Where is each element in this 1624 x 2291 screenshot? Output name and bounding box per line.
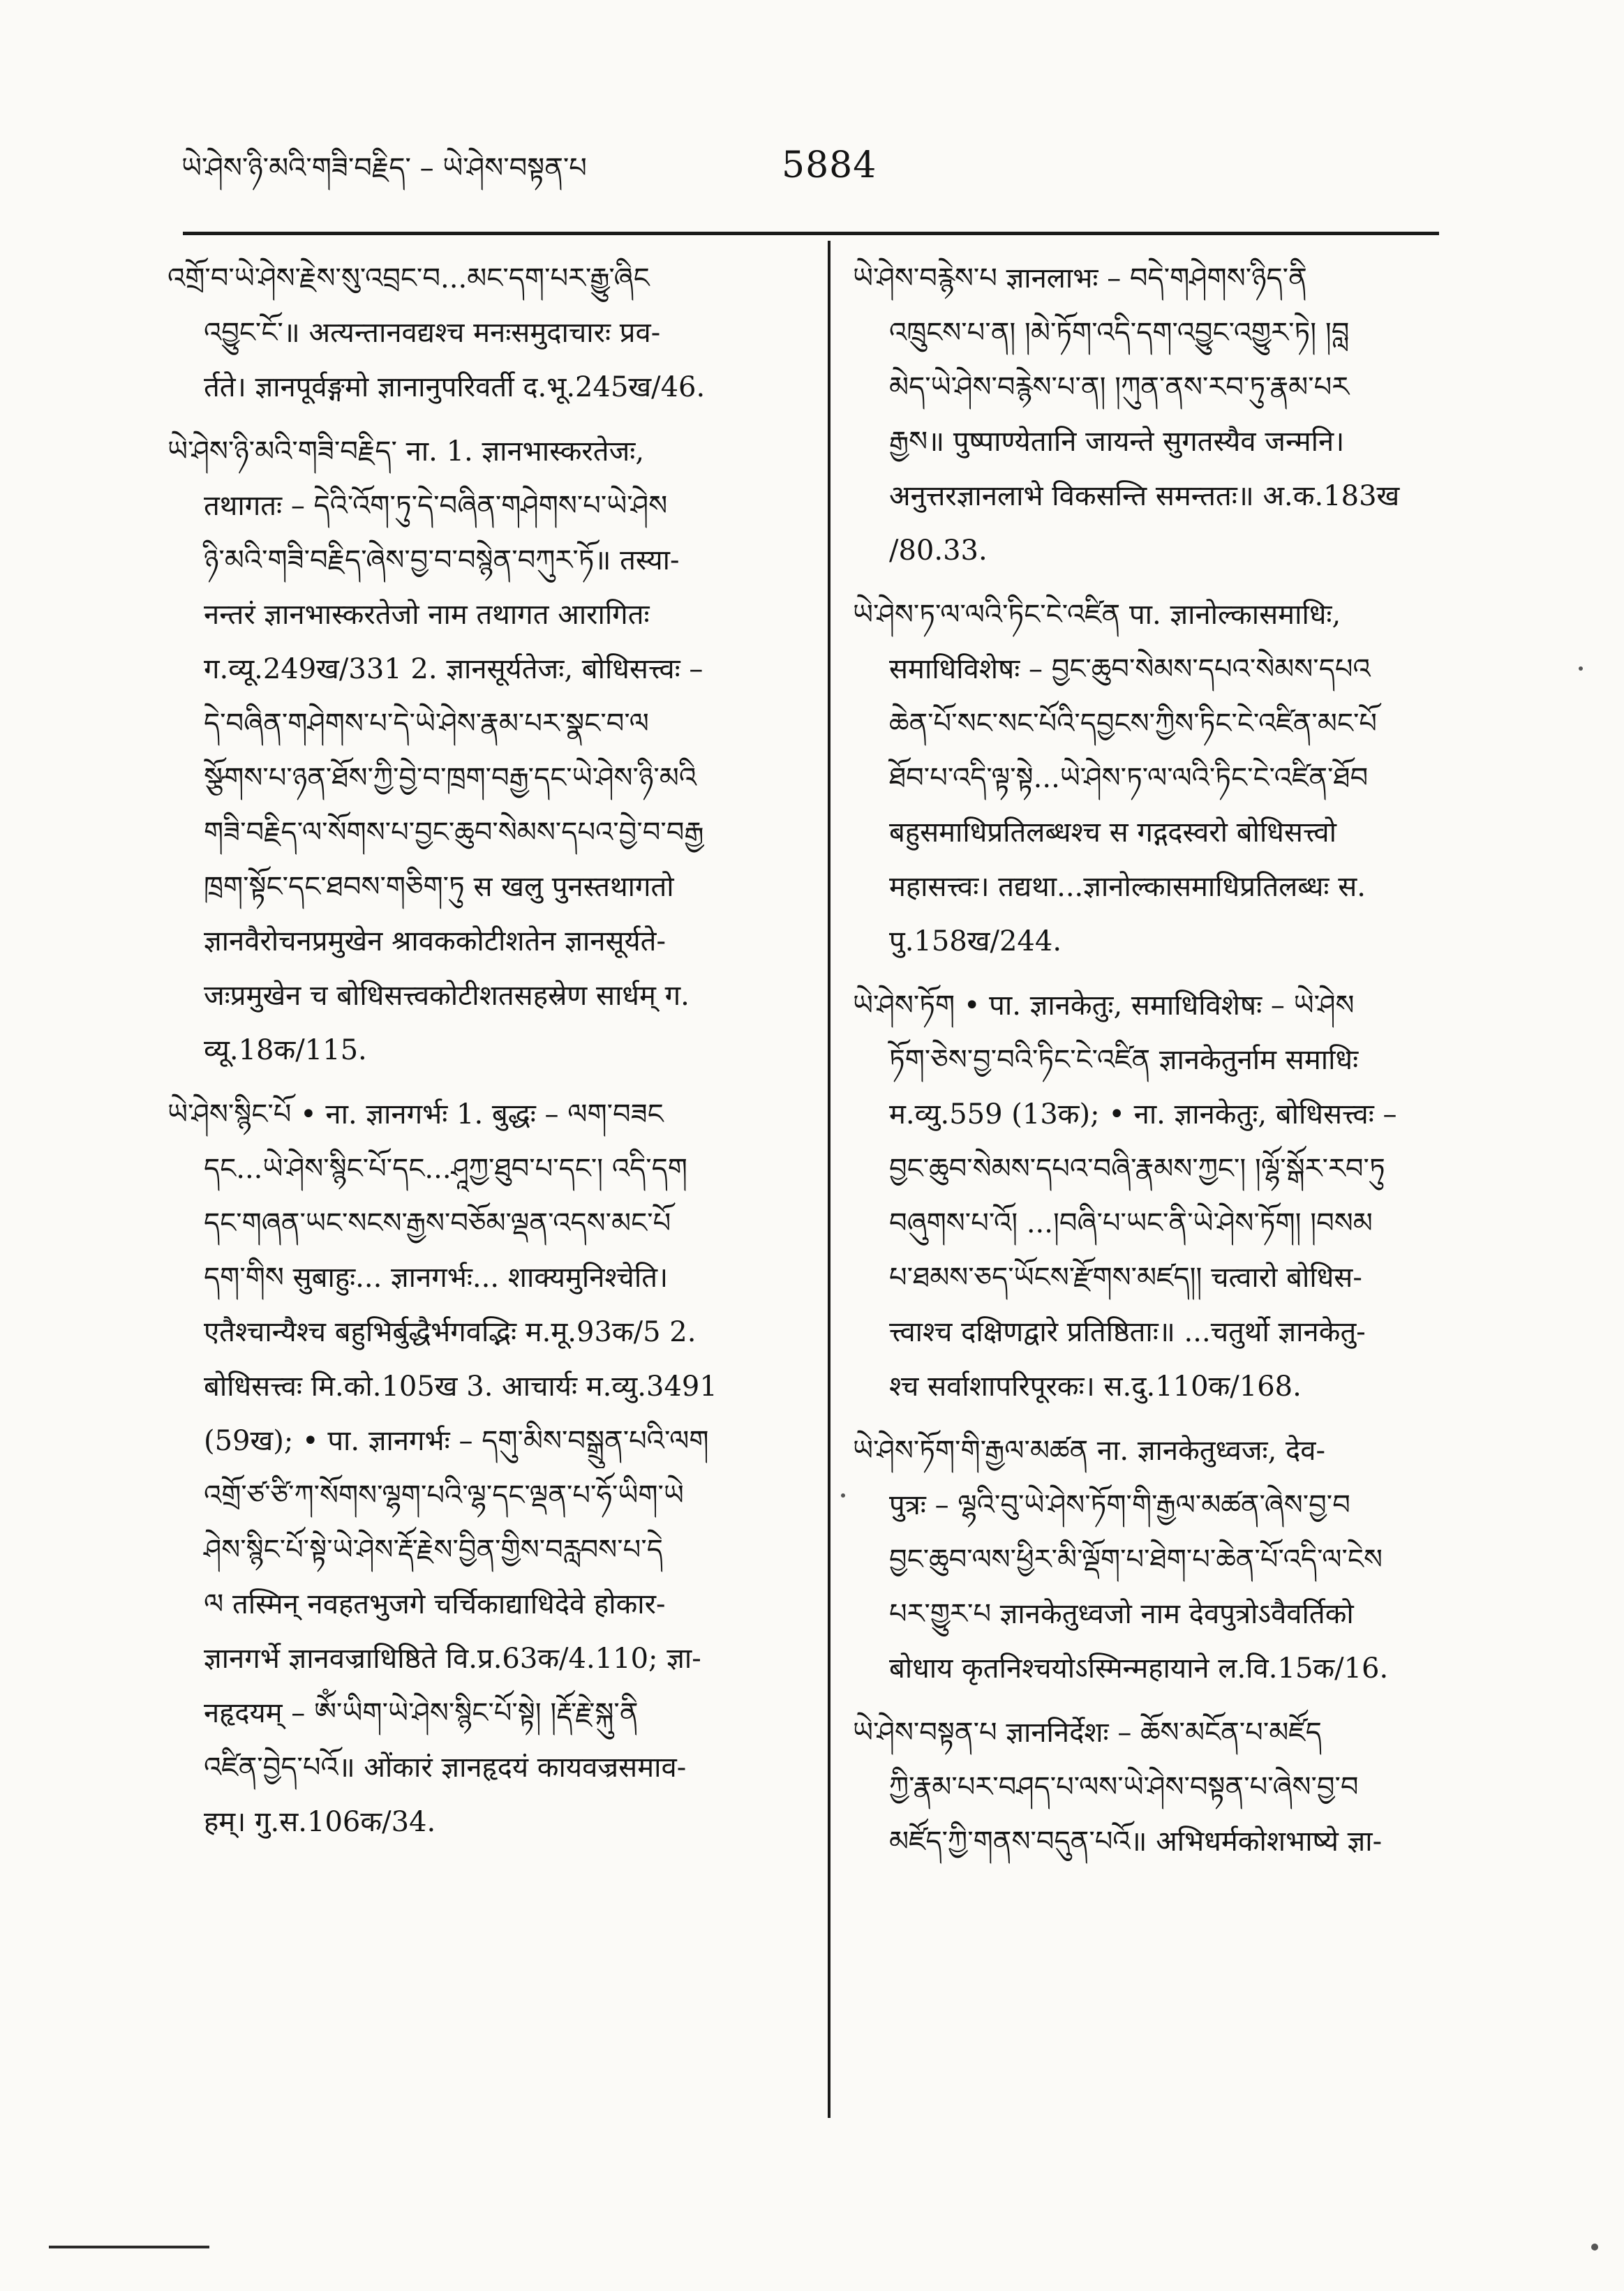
entry-text-line: བྱང་ཆུབ་ལས་ཕྱིར་མི་ལྡོག་པ་ཐེག་པ་ཆེན་པོ་འདི་ལ་ངེས (889, 1544, 1383, 1576)
left-column (167, 251, 796, 1859)
entry-text-line: त्त्वाश्च दक्षिणद्वारे प्रतिष्ठिताः॥ ...चतुर्थो ज्ञानकेतु- (889, 1316, 1366, 1348)
running-head-title: ཡེ་ཤེས་ཉི་མའི་གཟི་བརྗིད་ – ཡེ་ཤེས་བསྟན་པ (181, 152, 587, 184)
entry-headword-line: ཡེ་ཤེས་ཏོག • पा. ज्ञानकेतुः, समाधिविशेषः – ཡེ་ཤེས (853, 990, 1355, 1022)
print-speck (841, 1493, 845, 1498)
right-column (853, 251, 1502, 1879)
entry-text-line: མེད་ཡེ་ཤེས་བརྙེས་པ་ན། །ཀུན་ནས་རབ་ཏུ་རྣམ་པར (889, 371, 1350, 403)
entry-text-line: बोधिसत्त्वः मि.को.105ख 3. आचार्यः म.व्यु.3491 (204, 1371, 717, 1403)
entry-text-line: མཛོད་ཀྱི་གནས་བདུན་པའོ॥ अभिधर्मकोशभाष्ये ज्ञा- (889, 1826, 1383, 1858)
entry-headword-line: ཡེ་ཤེས་བརྙེས་པ ज्ञानलाभः – བདེ་གཤེགས་ཉིད་ནི (853, 262, 1307, 294)
entry-text-line: འབྱུང་ངོ་॥ अत्यन्तानवद्यश्च मनःसमुदाचारः प्रव- (204, 317, 661, 349)
dictionary-entry (853, 978, 1502, 1414)
entry-text-line: अनुत्तरज्ञानलाभे विकसन्ति समन्ततः॥ अ.क.183ख (889, 480, 1400, 512)
entry-headword-line: ཡེ་ཤེས་ཏ་ལ་ལའི་ཏིང་ངེ་འཛིན पा. ज्ञानोल्कासमाधिः, (853, 599, 1341, 631)
running-head (181, 136, 1473, 215)
dictionary-entry (853, 251, 1502, 578)
entry-headword-line: ཡེ་ཤེས་ཉི་མའི་གཟི་བརྗིད་ ना. 1. ज्ञानभास्करतेजः, (167, 435, 645, 468)
entry-text-line: ज्ञानवैरोचनप्रमुखेन श्रावककोटीशतेन ज्ञानसूर्यते- (204, 925, 666, 957)
entry-text-line: ཀྱི་རྣམ་པར་བཤད་པ་ལས་ཡེ་ཤེས་བསྟན་པ་ཞེས་བྱ་བ (889, 1771, 1359, 1803)
entry-headword-line: འགྲོ་བ་ཡེ་ཤེས་རྗེས་སུ་འབྲང་བ...མང་དག་པར་རྒྱུ་ཞིང (167, 262, 650, 294)
dictionary-entry (167, 424, 796, 1077)
entry-text-line: नन्तरं ज्ञानभास्करतेजो नाम तथागत आरागितः (204, 599, 650, 631)
entry-text-line: འཁྲུངས་པ་ན། །མེ་ཏོག་འདི་དག་འབྱུང་འགྱུར་ཏེ། །བླ (889, 317, 1350, 349)
entry-text-line: एतैश्चान्यैश्च बहुभिर्बुद्धैर्भगवद्भिः म.मू.93क/5 2. (204, 1316, 696, 1348)
entry-text-line: ज्ञानगर्भे ज्ञानवज्राधिष्ठिते वि.प्र.63क/4.110; ज्ञा- (204, 1643, 701, 1675)
entry-text-line: པ་ཐམས་ཅད་ཡོངས་རྫོགས་མཛད།། चत्वारो बोधिस- (889, 1262, 1362, 1294)
entry-text-line: ཁྲག་སྟོང་དང་ཐབས་གཅིག་ཏུ स खलु पुनस्तथागतो (204, 871, 674, 903)
entry-text-line: जःप्रमुखेन च बोधिसत्त्वकोटीशतसहस्रेण सार्धम् ग. (204, 980, 690, 1012)
entry-text-line: དང་གཞན་ཡང་སངས་རྒྱས་བཅོམ་ལྡན་འདས་མང་པོ (204, 1207, 671, 1239)
entry-headword-line: ཡེ་ཤེས་ཏོག་གི་རྒྱལ་མཚན ना. ज्ञानकेतुध्वजः, देव- (853, 1435, 1326, 1467)
entry-text-line: འཛིན་བྱེད་པའོ॥ ओंकारं ज्ञानहृदयं कायवज्रसमाव- (204, 1752, 687, 1784)
entry-text-line: नहृदयम् – ཨོཾ་ཡིག་ཡེ་ཤེས་སྙིང་པོ་སྟེ། །རྡོ་རྗེ་སྐུ་ནི (204, 1697, 639, 1729)
dictionary-entry (167, 1087, 796, 1849)
entry-text-line: हम्। गु.स.106क/34. (204, 1806, 436, 1838)
dictionary-entry (853, 588, 1502, 969)
entry-text-line: ཉི་མའི་གཟི་བརྗིད་ཞེས་བྱ་བ་བསྙེན་བཀུར་ཏོ॥ तस्या- (204, 544, 680, 576)
entry-text-line: ཤེས་སྙིང་པོ་སྟེ་ཡེ་ཤེས་རྡོ་རྗེས་བྱིན་གྱིས་བརླབས་པ་དེ (204, 1534, 663, 1566)
entry-text-line: བཞུགས་པ་འོ། ...།བཞི་པ་ཡང་ནི་ཡེ་ཤེས་ཏོག། །བསམ (889, 1207, 1373, 1239)
entry-text-line: འགྲོ་ཙ་ཙི་ཀ་སོགས་ལྷག་པའི་ལྷ་དང་ལྡན་པ་ཧོ་ཡིག་ཡེ (204, 1479, 684, 1512)
print-speck (1591, 2244, 1598, 2251)
entry-text-line: ཐོབ་པ་འདི་ལྟ་སྟེ...ཡེ་ཤེས་ཏ་ལ་ལའི་ཏིང་ངེ་འཛིན་ཐོབ (889, 762, 1369, 794)
entry-text-line: ལ तस्मिन् नवहतभुजगे चर्चिकाद्याधिदेवे होकार- (204, 1588, 666, 1620)
page-number: 5884 (782, 144, 877, 186)
column-divider (828, 241, 830, 2118)
entry-text-line: /80.33. (889, 535, 988, 567)
dictionary-entry (853, 1706, 1502, 1869)
entry-text-line: महासत्त्वः। तद्यथा...ज्ञानोल्कासमाधिप्रतिलब्धः स. (889, 871, 1366, 903)
entry-text-line: पु.158ख/244. (889, 925, 1062, 957)
entry-text-line: म.व्यु.559 (13क); • ना. ज्ञानकेतुः, बोधिसत्त्वः – (889, 1098, 1397, 1130)
entry-text-line: ग.व्यू.249ख/331 2. ज्ञानसूर्यतेजः, बोधिसत्त्वः – (204, 653, 703, 685)
entry-text-line: ཏོག་ཅེས་བྱ་བའི་ཏིང་ངེ་འཛིན ज्ञानकेतुर्नाम समाधिः (889, 1044, 1359, 1076)
entry-text-line: र्तते। ज्ञानपूर्वङ्गमो ज्ञानानुपरिवर्ती द.भू.245ख/46. (204, 371, 706, 403)
entry-headword-line: ཡེ་ཤེས་བསྟན་པ ज्ञाननिर्देशः – ཆོས་མངོན་པ་མཛོད (853, 1717, 1322, 1749)
entry-text-line: व्यू.18क/115. (204, 1034, 367, 1066)
entry-text-line: (59ख); • पा. ज्ञानगर्भः – དགུ་མིས་བསྒྲུན་པའི་ལག (204, 1425, 709, 1457)
entry-text-line: སྩོགས་པ་ཉན་ཐོས་ཀྱི་བྱེ་བ་ཁྲག་བརྒྱ་དང་ཡེ་ཤེས་ཉི་མའི (204, 762, 697, 794)
entry-text-line: बहुसमाधिप्रतिलब्धश्च स गद्गदस्वरो बोधिसत्त्वो (889, 816, 1336, 849)
dictionary-entry (167, 251, 796, 415)
entry-text-line: རྒྱས॥ पुष्पाण्येतानि जायन्ते सुगतस्यैव जन्मनि। (889, 426, 1345, 458)
entry-text-line: श्च सर्वाशापरिपूरकः। स.दु.110क/168. (889, 1371, 1302, 1403)
print-speck (1579, 666, 1583, 671)
header-rule (183, 232, 1439, 235)
entry-text-line: དེ་བཞིན་གཤེགས་པ་དེ་ཡེ་ཤེས་རྣམ་པར་སྣང་བ་ལ (204, 708, 649, 740)
entry-text-line: ཆེན་པོ་སང་སང་པོའི་དབྱངས་ཀྱིས་ཏིང་ངེ་འཛིན་མང་པོ (889, 708, 1377, 740)
entry-text-line: བྱང་ཆུབ་སེམས་དཔའ་བཞི་རྣམས་ཀྱང་། །ལྷོ་སྒོར་རབ་ཏུ (889, 1153, 1385, 1185)
entry-text-line: དང...ཡེ་ཤེས་སྙིང་པོ་དང...ཤཱཀྱ་ཐུབ་པ་དང་། འདི་དག (204, 1153, 687, 1185)
entry-text-line: समाधिविशेषः – བྱང་ཆུབ་སེམས་དཔའ་སེམས་དཔའ (889, 653, 1371, 685)
entry-headword-line: ཡེ་ཤེས་སྙིང་པོ • ना. ज्ञानगर्भः 1. बुद्धः – ལག་བཟང (167, 1098, 664, 1130)
entry-text-line: པར་གྱུར་པ ज्ञानकेतुध्वजो नाम देवपुत्रोऽवैवर्तिको (889, 1598, 1354, 1630)
entry-text-line: बोधाय कृतनिश्चयोऽस्मिन्महायाने ल.वि.15क/16. (889, 1652, 1389, 1685)
dictionary-entry (853, 1424, 1502, 1696)
entry-text-line: पुत्रः – ལྷའི་བུ་ཡེ་ཤེས་ཏོག་གི་རྒྱལ་མཚན་ཞེས་བྱ་བ (889, 1489, 1350, 1521)
entry-text-line: तथागतः – དེའི་འོག་ཏུ་དེ་བཞིན་གཤེགས་པ་ཡེ་ཤེས (204, 490, 668, 522)
entry-text-line: གཟི་བརྗིད་ལ་སོགས་པ་བྱང་ཆུབ་སེམས་དཔའ་བྱེ་བ་བརྒྱ (204, 816, 704, 849)
footer-rule (49, 2246, 209, 2248)
entry-text-line: དག་གིས सुबाहुः... ज्ञानगर्भः... शाक्यमुनिश्चेति। (204, 1262, 669, 1294)
